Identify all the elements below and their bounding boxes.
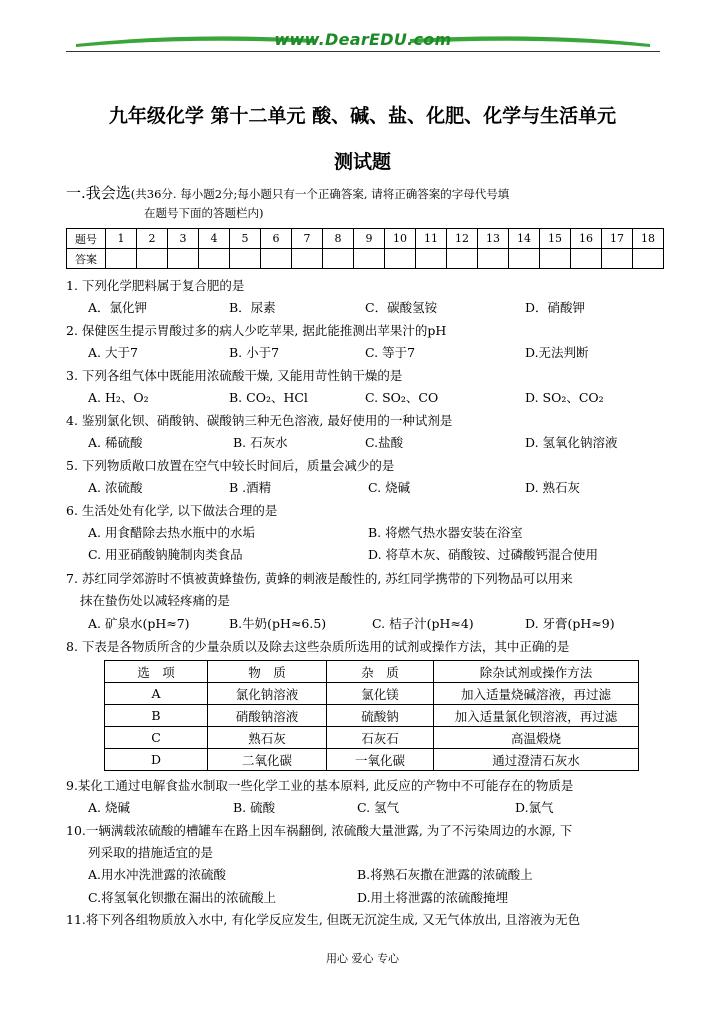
impurity-table-cell: 加入适量氯化钡溶液，再过滤: [434, 705, 639, 727]
section1-label: 一.我会选: [66, 184, 131, 202]
question-5-option-c: C. 烧碱: [368, 480, 411, 495]
answer-table: [66, 228, 664, 269]
answer-blank[interactable]: [540, 249, 571, 269]
question-2-stem: 2. 保健医生提示胃酸过多的病人少吃苹果, 据此能推测出苹果汁的pH: [66, 323, 447, 338]
question-4-option-c: C.盐酸: [365, 435, 404, 450]
impurity-table-cell: 高温煅烧: [434, 727, 639, 749]
impurity-table: [104, 660, 639, 771]
answer-number: 14: [509, 229, 540, 249]
impurity-table-cell: B: [105, 705, 208, 727]
question-1-option-c: C．碳酸氢铵: [365, 300, 438, 315]
answer-blank[interactable]: [416, 249, 447, 269]
answer-blank[interactable]: [478, 249, 509, 269]
question-10-option-d: D.用土将泄露的浓硫酸掩埋: [357, 890, 509, 905]
page-footer: 用心 爱心 专心: [326, 952, 399, 965]
question-1-option-a: A．氯化钾: [88, 300, 148, 315]
question-9-option-c: C. 氢气: [357, 800, 400, 815]
question-2-option-a: A. 大于7: [88, 345, 138, 360]
impurity-table-cell: 氯化镁: [327, 683, 434, 705]
page-title-line1: 九年级化学 第十二单元 酸、碱、盐、化肥、化学与生活单元: [108, 105, 617, 127]
answer-number: 1: [106, 229, 137, 249]
answer-blank[interactable]: [602, 249, 633, 269]
impurity-table-row: [105, 727, 639, 749]
header-divider: [66, 51, 660, 52]
answer-blank[interactable]: [106, 249, 137, 269]
answer-number: 4: [199, 229, 230, 249]
header-url: www.DearEDU.com: [274, 30, 452, 49]
answer-number: 18: [633, 229, 664, 249]
answer-blank[interactable]: [292, 249, 323, 269]
question-4-stem: 4. 鉴别氯化钡、硝酸钠、碳酸钠三种无色溶液, 最好使用的一种试剂是: [66, 413, 453, 428]
answer-number: 7: [292, 229, 323, 249]
answer-number: 8: [323, 229, 354, 249]
answer-number: 9: [354, 229, 385, 249]
impurity-table-cell: 通过澄清石灰水: [434, 749, 639, 771]
answer-number: 16: [571, 229, 602, 249]
impurity-table-cell: 二氧化碳: [208, 749, 327, 771]
question-2-option-d: D.无法判断: [525, 345, 589, 360]
answer-blank[interactable]: [199, 249, 230, 269]
question-7-option-c: C. 桔子汁(pH≈4): [372, 616, 474, 631]
impurity-table-cell: A: [105, 683, 208, 705]
page-title-line2: 测试题: [333, 151, 391, 173]
question-3-option-b: B. CO₂、HCl: [229, 390, 308, 405]
section1-instruction: (共36分. 每小题2分;每小题只有一个正确答案, 请将正确答案的字母代号填: [130, 187, 510, 201]
answer-blank[interactable]: [261, 249, 292, 269]
answer-blank[interactable]: [323, 249, 354, 269]
question-3-stem: 3. 下列各组气体中既能用浓硫酸干燥, 又能用苛性钠干燥的是: [66, 368, 403, 383]
impurity-table-header: 除杂试剂或操作方法: [434, 661, 639, 683]
question-5-stem: 5. 下列物质敞口放置在空气中较长时间后，质量会减少的是: [66, 458, 395, 473]
question-8-stem: 8. 下表是各物质所含的少量杂质以及除去这些杂质所选用的试剂或操作方法，其中正确的是: [66, 639, 570, 654]
impurity-table-cell: 石灰石: [327, 727, 434, 749]
question-9-option-a: A. 烧碱: [88, 800, 130, 815]
question-10-stem: 10.一辆满载浓硫酸的槽罐车在路上因车祸翻倒, 浓硫酸大量泄露, 为了不污染周边的水源, 下: [66, 823, 573, 838]
question-2-option-b: B. 小于7: [229, 345, 280, 360]
answer-blank[interactable]: [571, 249, 602, 269]
impurity-table-header: 选 项: [105, 661, 208, 683]
question-7-option-b: B.牛奶(pH≈6.5): [229, 616, 327, 631]
answer-blank[interactable]: [385, 249, 416, 269]
question-5-option-d: D. 熟石灰: [525, 480, 581, 495]
question-3-option-a: A. H₂、O₂: [88, 390, 149, 405]
answer-blank[interactable]: [447, 249, 478, 269]
impurity-table-cell: 氯化钠溶液: [208, 683, 327, 705]
answer-blank[interactable]: [168, 249, 199, 269]
question-1-option-b: B．尿素: [229, 300, 276, 315]
section1-heading: [66, 182, 666, 205]
answer-number: 2: [137, 229, 168, 249]
question-1-option-d: D．硝酸钾: [525, 300, 586, 315]
impurity-table-cell: 硝酸钠溶液: [208, 705, 327, 727]
answer-blank[interactable]: [509, 249, 540, 269]
impurity-table-cell: 一氧化碳: [327, 749, 434, 771]
answer-number: 12: [447, 229, 478, 249]
question-7-option-d: D. 牙膏(pH≈9): [525, 616, 615, 631]
question-2-option-c: C. 等于7: [365, 345, 416, 360]
question-9-stem: 9.某化工通过电解食盐水制取一些化学工业的基本原料, 此反应的产物中不可能存在的物质是: [66, 778, 574, 793]
answer-number: 5: [230, 229, 261, 249]
question-3-option-c: C. SO₂、CO: [365, 390, 439, 405]
section1-instruction-cont: 在题号下面的答题栏内): [144, 206, 264, 220]
question-1-stem: 1. 下列化学肥料属于复合肥的是: [66, 278, 245, 293]
answer-blank[interactable]: [633, 249, 664, 269]
answer-blank[interactable]: [137, 249, 168, 269]
question-4-option-d: D. 氢氧化钠溶液: [525, 435, 618, 450]
impurity-table-header: 杂 质: [327, 661, 434, 683]
question-4-option-a: A. 稀硫酸: [88, 435, 143, 450]
impurity-table-row: [105, 705, 639, 727]
impurity-table-cell: D: [105, 749, 208, 771]
answer-table-row1-label: 题号: [67, 229, 106, 249]
answer-number: 11: [416, 229, 447, 249]
question-5-option-a: A. 浓硫酸: [88, 480, 143, 495]
question-10-option-c: C.将氢氧化钡撒在漏出的浓硫酸上: [88, 890, 277, 905]
impurity-table-cell: 熟石灰: [208, 727, 327, 749]
question-7-stem-cont: 抹在蛰伤处以减轻疼痛的是: [80, 593, 231, 608]
question-9-option-d: D.氯气: [515, 800, 554, 815]
impurity-table-row: [105, 683, 639, 705]
question-10-stem-cont: 列采取的措施适宜的是: [88, 845, 214, 860]
answer-table-row2-label: 答案: [67, 249, 106, 269]
question-6-option-a: A. 用食醋除去热水瓶中的水垢: [88, 525, 255, 540]
answer-blank[interactable]: [354, 249, 385, 269]
question-5-option-b: B .酒精: [229, 480, 272, 495]
question-10-option-a: A.用水冲洗泄露的浓硫酸: [88, 867, 227, 882]
answer-table-answer-row: [67, 249, 664, 269]
answer-number: 17: [602, 229, 633, 249]
answer-table-number-row: [67, 229, 664, 249]
question-7-option-a: A. 矿泉水(pH≈7): [88, 616, 190, 631]
impurity-table-cell: 加入适量烧碱溶液，再过滤: [434, 683, 639, 705]
answer-number: 10: [385, 229, 416, 249]
answer-blank[interactable]: [230, 249, 261, 269]
question-4-option-b: B. 石灰水: [233, 435, 288, 450]
question-6-option-c: C. 用亚硝酸钠腌制肉类食品: [88, 547, 243, 562]
question-3-option-d: D. SO₂、CO₂: [525, 390, 604, 405]
question-7-stem: 7. 苏红同学郊游时不慎被黄蜂蛰伤, 黄蜂的刺液是酸性的, 苏红同学携带的下列物品可以用来: [66, 571, 573, 586]
impurity-table-header-row: [105, 661, 639, 683]
question-6-option-d: D. 将草木灰、硝酸铵、过磷酸钙混合使用: [368, 547, 599, 562]
question-6-option-b: B. 将燃气热水器安装在浴室: [368, 525, 523, 540]
question-10-option-b: B.将熟石灰撒在泄露的浓硫酸上: [357, 867, 533, 882]
question-11-stem: 11.将下列各组物质放入水中, 有化学反应发生, 但既无沉淀生成, 又无气体放出, 且溶液为无色: [66, 912, 581, 927]
impurity-table-header: 物 质: [208, 661, 327, 683]
impurity-table-cell: 硫酸钠: [327, 705, 434, 727]
impurity-table-row: [105, 749, 639, 771]
answer-number: 13: [478, 229, 509, 249]
impurity-table-cell: C: [105, 727, 208, 749]
question-6-stem: 6. 生活处处有化学, 以下做法合理的是: [66, 503, 278, 518]
answer-number: 15: [540, 229, 571, 249]
answer-number: 3: [168, 229, 199, 249]
answer-number: 6: [261, 229, 292, 249]
question-9-option-b: B. 硫酸: [233, 800, 276, 815]
